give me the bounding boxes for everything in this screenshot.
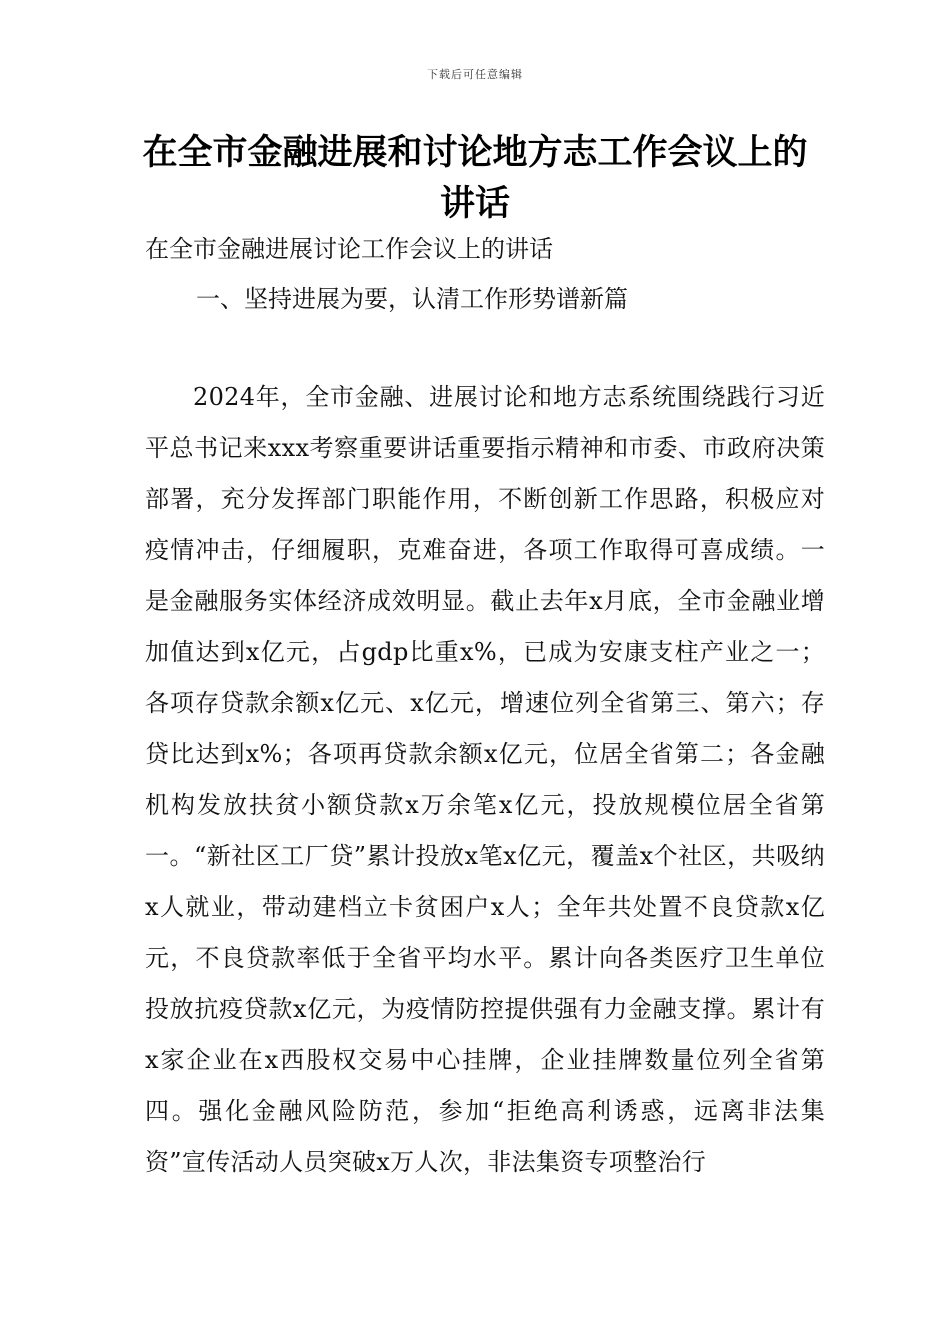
document-title: 在全市金融进展和讨论地方志工作会议上的讲话: [142, 133, 808, 224]
body-paragraph: 2024年，全市金融、进展讨论和地方志系统围绕践行习近平总书记来xxx考察重要讲话重要指示精神和市委、市政府决策部署，充分发挥部门职能作用，不断创新工作思路，积极应对疫情冲击，仔细履职，克难奋进，各项工作取得可喜成绩。一是金融服务实体经济成效明显。截止去年x月底，全市金融业增加值达到x亿元，占gdp比重x%，已成为安康支柱产业之一；各项存贷款余额x亿元、x亿元，增速位列全省第三、第六；存贷比达到x%；各项再贷款余额x亿元，位居全省第二；各金融机构发放扶贫小额贷款x万余笔x亿元，投放规模位居全省第一。“新社区工厂贷”累计投放x笔x亿元，覆盖x个社区，共吸纳x人就业，带动建档立卡贫困户x人；全年共处置不良贷款x亿元，不良贷款率低于全省平均水平。累计向各类医疗卫生单位投放抗疫贷款x亿元，为疫情防控提供强有力金融支撑。累计有x家企业在x西股权交易中心挂牌，企业挂牌数量位列全省第四。强化金融风险防范，参加“拒绝高利诱惑，远离非法集资”宣传活动人员突破x万人次，非法集资专项整治行: [145, 383, 825, 1176]
document-subtitle: 在全市金融进展讨论工作会议上的讲话: [145, 235, 553, 263]
section-heading: 一、坚持进展为要，认清工作形势谱新篇: [196, 285, 628, 313]
header-note: 下载后可任意编辑: [427, 68, 523, 81]
